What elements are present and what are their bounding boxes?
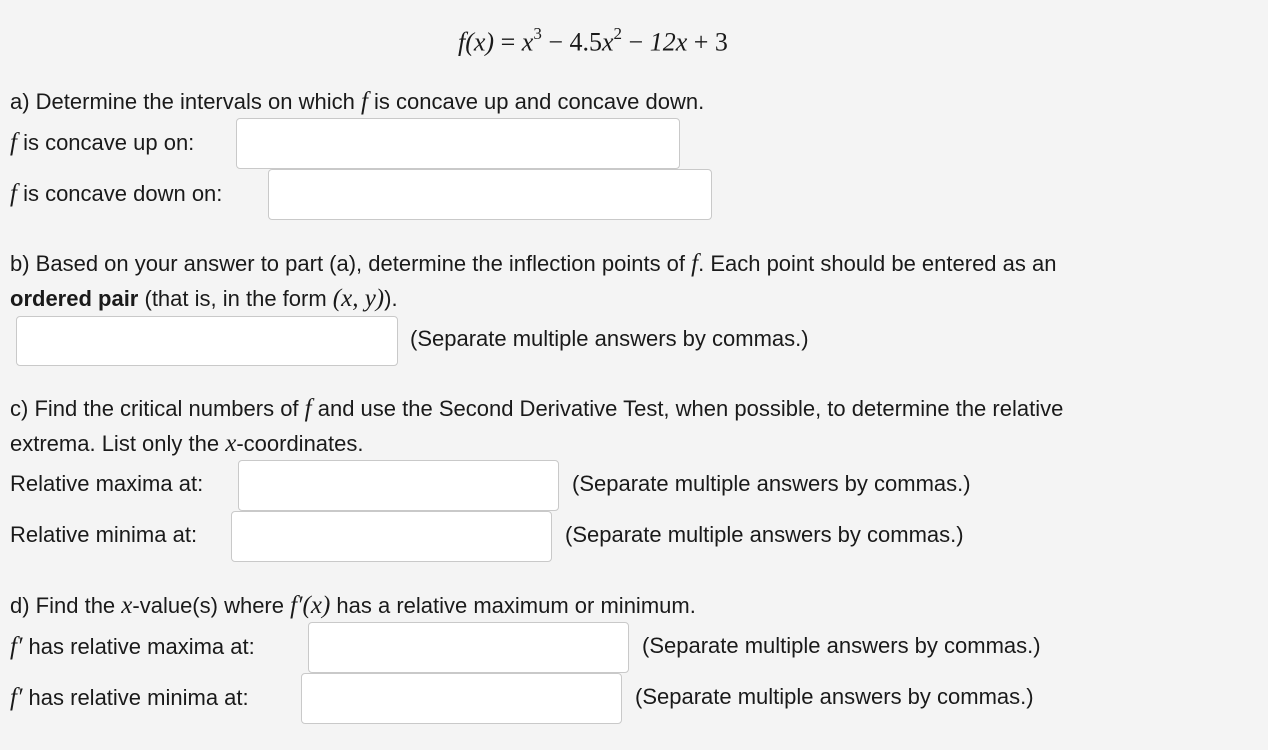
relative-maxima-label: Relative maxima at:: [10, 471, 204, 496]
formula-term1-exp: 3: [533, 24, 542, 43]
part-d-prompt-post: has a relative maximum or minimum.: [330, 593, 696, 618]
concave-up-label-text: is concave up on:: [16, 130, 195, 155]
relative-minima-hint: (Separate multiple answers by commas.): [565, 522, 964, 547]
inflection-points-input[interactable]: [16, 316, 398, 366]
formula-equals: =: [500, 27, 516, 57]
fprime-minima-label-text: has relative minima at:: [22, 685, 249, 710]
fprime-minima-label-fp: f′: [10, 684, 23, 711]
part-b-prompt-line1: [10, 250, 1056, 278]
part-d-prompt-mid: -value(s) where: [132, 593, 291, 618]
part-b-line1-post: . Each point should be entered as an: [698, 251, 1057, 276]
formula-term3: 12x: [649, 27, 688, 57]
fprime-minima-label: [10, 684, 249, 712]
part-b-prompt-line2: [10, 285, 398, 313]
concave-up-label-f: f: [10, 129, 17, 156]
fprime-minima-hint: (Separate multiple answers by commas.): [635, 684, 1034, 709]
formula-plus: +: [693, 27, 709, 57]
part-c-line2-post: -coordinates.: [236, 431, 364, 456]
formula-term2-exp: 2: [613, 24, 623, 43]
concave-up-label: [10, 129, 194, 157]
part-d-prompt-arg: (x): [302, 592, 331, 619]
formula-minus2: −: [628, 27, 644, 57]
part-d-prompt: [10, 592, 696, 620]
part-c-line1-post: and use the Second Derivative Test, when possible, to determine the relative: [311, 396, 1064, 421]
fprime-minima-input[interactable]: [301, 673, 622, 724]
formula-term2-base: x: [601, 27, 614, 57]
fprime-maxima-label-text: has relative maxima at:: [22, 634, 255, 659]
part-d-prompt-pre: d) Find the: [10, 593, 122, 618]
formula-term1-base: x: [521, 27, 534, 57]
part-a-prompt: [10, 88, 704, 116]
fprime-maxima-label: [10, 633, 255, 661]
concave-up-input[interactable]: [236, 118, 680, 169]
fprime-maxima-label-fp: f′: [10, 633, 23, 660]
part-b-line1-pre: b) Based on your answer to part (a), determine the inflection points of: [10, 251, 692, 276]
part-b-ordered-pair-bold: ordered pair: [10, 286, 139, 311]
fprime-maxima-input[interactable]: [308, 622, 629, 673]
part-c-prompt-line1: [10, 395, 1063, 423]
part-a-prompt-pre: a) Determine the intervals on which: [10, 89, 361, 114]
relative-maxima-hint: (Separate multiple answers by commas.): [572, 471, 971, 496]
part-d-prompt-fprime: f′: [290, 592, 303, 619]
fprime-maxima-hint: (Separate multiple answers by commas.): [642, 633, 1041, 658]
relative-maxima-input[interactable]: [238, 460, 559, 511]
part-a-prompt-post: is concave up and concave down.: [367, 89, 705, 114]
concave-down-label-text: is concave down on:: [16, 181, 223, 206]
part-b-line2-mid: (that is, in the form: [138, 286, 333, 311]
formula-term2-coef: 4.5: [569, 27, 602, 57]
relative-minima-label: Relative minima at:: [10, 522, 198, 547]
part-c-line1-f: f: [304, 395, 312, 422]
part-b-line2-post: ).: [384, 286, 398, 311]
concave-down-input[interactable]: [268, 169, 712, 220]
inflection-points-hint: (Separate multiple answers by commas.): [410, 326, 809, 351]
formula-minus1: −: [548, 27, 563, 57]
relative-minima-input[interactable]: [231, 511, 552, 562]
formula-lhs: f(x): [458, 27, 495, 57]
part-d-prompt-x: x: [121, 592, 133, 619]
part-c-line2-x: x: [225, 430, 237, 457]
part-c-line1-pre: c) Find the critical numbers of: [10, 396, 305, 421]
part-b-line2-math: (x, y): [332, 285, 385, 312]
concave-down-label: [10, 180, 222, 208]
part-c-line2-pre: extrema. List only the: [10, 431, 226, 456]
formula-term4: 3: [714, 27, 728, 57]
function-formula: [458, 26, 728, 58]
part-c-prompt-line2: [10, 430, 364, 458]
part-b-line1-f: f: [691, 250, 699, 277]
concave-down-label-f: f: [10, 180, 17, 207]
part-a-prompt-f: f: [360, 88, 368, 115]
